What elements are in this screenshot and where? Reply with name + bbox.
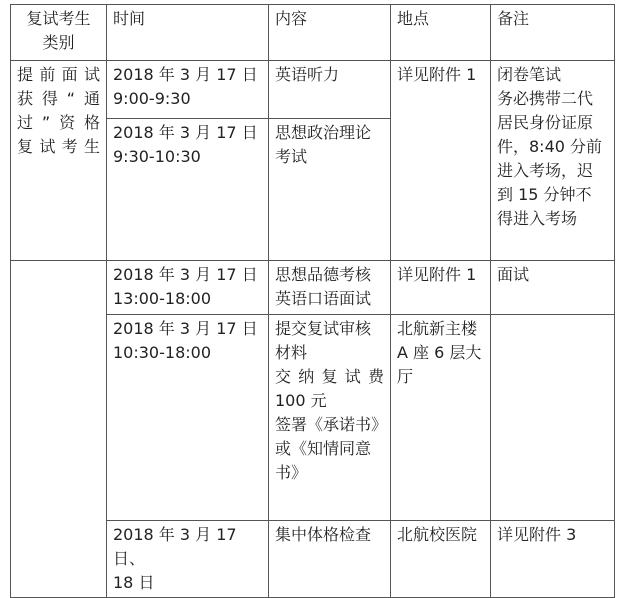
notes-line: 闭卷笔试 xyxy=(497,65,562,84)
notes-cell-empty xyxy=(491,315,615,521)
category-line: 获得“通 xyxy=(17,89,100,108)
time-cell xyxy=(107,261,269,315)
notes-cell xyxy=(491,61,615,261)
time-cell xyxy=(107,61,269,119)
content-line: 签署《承诺书》 xyxy=(275,415,388,434)
content-line: 或《知情同意 xyxy=(275,439,372,458)
content-cell xyxy=(269,119,391,261)
time-line: 9:00-9:30 xyxy=(113,89,191,108)
notes-line: 得进入考场 xyxy=(497,209,578,228)
time-line: 18 日 xyxy=(113,573,155,592)
header-time: 时间 xyxy=(107,5,269,61)
content-cell xyxy=(269,315,391,521)
content-line: 交纳复试费 xyxy=(275,367,384,386)
notes-line: 务必携带二代 xyxy=(497,89,594,108)
time-cell xyxy=(107,521,269,598)
time-line: 2018 年 3 月 17 日、 xyxy=(113,525,237,568)
location-cell: 详见附件 1 xyxy=(391,61,491,261)
header-category-line-1: 复试考生 xyxy=(26,9,91,28)
content-line: 英语听力 xyxy=(275,65,340,84)
time-line: 13:00-18:00 xyxy=(113,289,211,308)
notes-line: 到 15 分钟不 xyxy=(497,185,592,204)
content-line: 提交复试审核 xyxy=(275,319,372,338)
header-category-line-2: 类别 xyxy=(42,33,75,52)
notes-cell: 面试 xyxy=(491,261,615,315)
content-line: 100 元 xyxy=(275,391,327,410)
category-cell-empty xyxy=(11,261,107,598)
content-line: 考试 xyxy=(275,147,308,166)
header-row xyxy=(11,5,615,61)
header-location: 地点 xyxy=(391,5,491,61)
category-line: 过”资格 xyxy=(17,113,100,132)
time-cell xyxy=(107,119,269,261)
content-line: 书》 xyxy=(275,463,308,482)
content-line: 材料 xyxy=(275,343,308,362)
time-line: 10:30-18:00 xyxy=(113,343,211,362)
category-cell xyxy=(11,61,107,261)
category-line: 提前面试 xyxy=(17,65,100,84)
content-cell xyxy=(269,521,391,598)
time-line: 9:30-10:30 xyxy=(113,147,201,166)
location-line: 厅 xyxy=(397,367,414,386)
table-row xyxy=(11,261,615,315)
time-cell xyxy=(107,315,269,521)
content-line: 思想政治理论 xyxy=(275,123,372,142)
time-line: 2018 年 3 月 17 日 xyxy=(113,123,258,142)
content-line: 英语口语面试 xyxy=(275,289,372,308)
header-notes: 备注 xyxy=(491,5,615,61)
table-row xyxy=(11,61,615,119)
time-line: 2018 年 3 月 17 日 xyxy=(113,319,258,338)
header-content: 内容 xyxy=(269,5,391,61)
location-line: 北航新主楼 xyxy=(397,319,478,338)
content-cell xyxy=(269,61,391,119)
header-category xyxy=(11,5,107,61)
location-cell: 详见附件 1 xyxy=(391,261,491,315)
content-line: 集中体格检查 xyxy=(275,525,372,544)
content-cell xyxy=(269,261,391,315)
time-line: 2018 年 3 月 17 日 xyxy=(113,265,258,284)
time-line: 2018 年 3 月 17 日 xyxy=(113,65,258,84)
category-line: 复试考生 xyxy=(17,137,100,156)
schedule-table xyxy=(10,4,615,598)
notes-line: 进入考场，迟 xyxy=(497,161,594,180)
notes-cell: 详见附件 3 xyxy=(491,521,615,598)
notes-line: 居民身份证原 xyxy=(497,113,594,132)
content-line: 思想品德考核 xyxy=(275,265,372,284)
location-cell: 北航校医院 xyxy=(391,521,491,598)
location-line: A 座 6 层大 xyxy=(397,343,482,362)
location-cell xyxy=(391,315,491,521)
notes-line: 件，8:40 分前 xyxy=(497,137,603,156)
